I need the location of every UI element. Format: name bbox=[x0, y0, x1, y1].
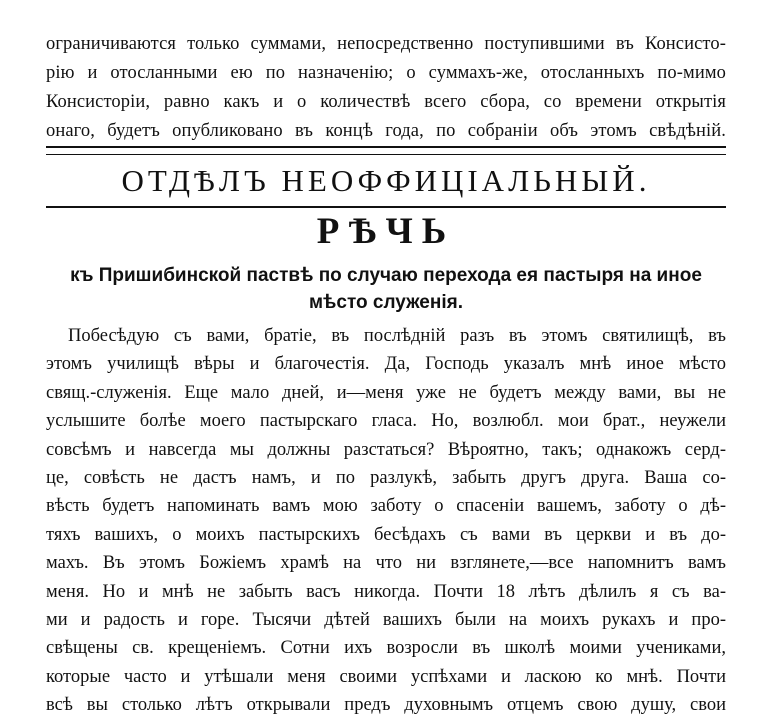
divider bbox=[46, 206, 726, 208]
text-line: совсѣмъ и навсегда мы должны разстаться? Вѣроятно, такъ; однакожъ серд- bbox=[46, 439, 726, 460]
text-line: рію и отосланными ею по назначенію; о суммахъ-же, отосланныхъ по-мимо bbox=[46, 63, 726, 83]
text-line: всѣ вы столько лѣтъ открывали предъ духовнымъ отцемъ свою душу, свои bbox=[46, 695, 726, 716]
text-line: этомъ училищѣ вѣры и благочестія. Да, Господь указалъ мнѣ иное мѣсто bbox=[46, 354, 726, 375]
body-paragraph bbox=[46, 322, 726, 720]
article-title: РѢЧЬ bbox=[316, 211, 456, 252]
text-line: онаго, будетъ опубликовано въ концѣ года, по собраніи объ этомъ свѣдѣній. bbox=[46, 121, 726, 141]
subtitle-line: мѣсто служенія. bbox=[308, 292, 463, 313]
article-subtitle bbox=[46, 262, 726, 316]
text-line: которые часто и утѣшали меня своими успѣхами и ласкою ко мнѣ. Почти bbox=[46, 666, 726, 687]
subtitle-line: къ Пришибинской паствѣ по случаю перехода ея пастыря на иное bbox=[70, 265, 702, 286]
text-line: тяхъ вашихъ, о моихъ пастырскихъ бесѣдахъ съ вами въ церкви и въ до- bbox=[46, 524, 726, 545]
text-line: Консисторіи, равно какъ и о количествѣ всего сбора, со времени открытія bbox=[46, 92, 726, 112]
double-divider bbox=[46, 146, 726, 155]
text-line: Побесѣдую съ вами, братіе, въ послѣдній разъ въ этомъ святилищѣ, въ bbox=[68, 326, 726, 346]
text-line: услышите болѣе моего пастырскаго гласа. Но, возлюбл. мои брат., неужели bbox=[46, 411, 726, 432]
top-paragraph bbox=[46, 30, 726, 146]
section-title: ОТДѢЛЪ НЕОФФИЦІАЛЬНЫЙ. bbox=[121, 163, 651, 198]
text-line: вѣсть будетъ напоминать вамъ мою заботу о спасеніи вашемъ, заботу о дѣ- bbox=[46, 496, 726, 517]
text-line: махъ. Въ этомъ Божіемъ храмѣ на что ни взглянете,—все напомнитъ вамъ bbox=[46, 553, 726, 574]
text-line: це, совѣсть не дастъ намъ, и по разлукѣ, забыть другъ друга. Ваша со- bbox=[46, 468, 726, 489]
text-line: свящ.-служенія. Еще мало дней, и—меня уже не будетъ между вами, вы не bbox=[46, 382, 726, 403]
text-line: свѣщены св. крещеніемъ. Сотни ихъ возросли въ школѣ моими учениками, bbox=[46, 638, 726, 659]
text-line: ми и радость и горе. Тысячи дѣтей вашихъ были на моихъ рукахъ и про- bbox=[46, 610, 726, 631]
text-line: ограничиваются только суммами, непосредственно поступившими въ Консисто- bbox=[46, 34, 726, 54]
text-line: меня. Но и мнѣ не забыть васъ никогда. Почти 18 лѣтъ дѣлилъ я съ ва- bbox=[46, 581, 726, 602]
